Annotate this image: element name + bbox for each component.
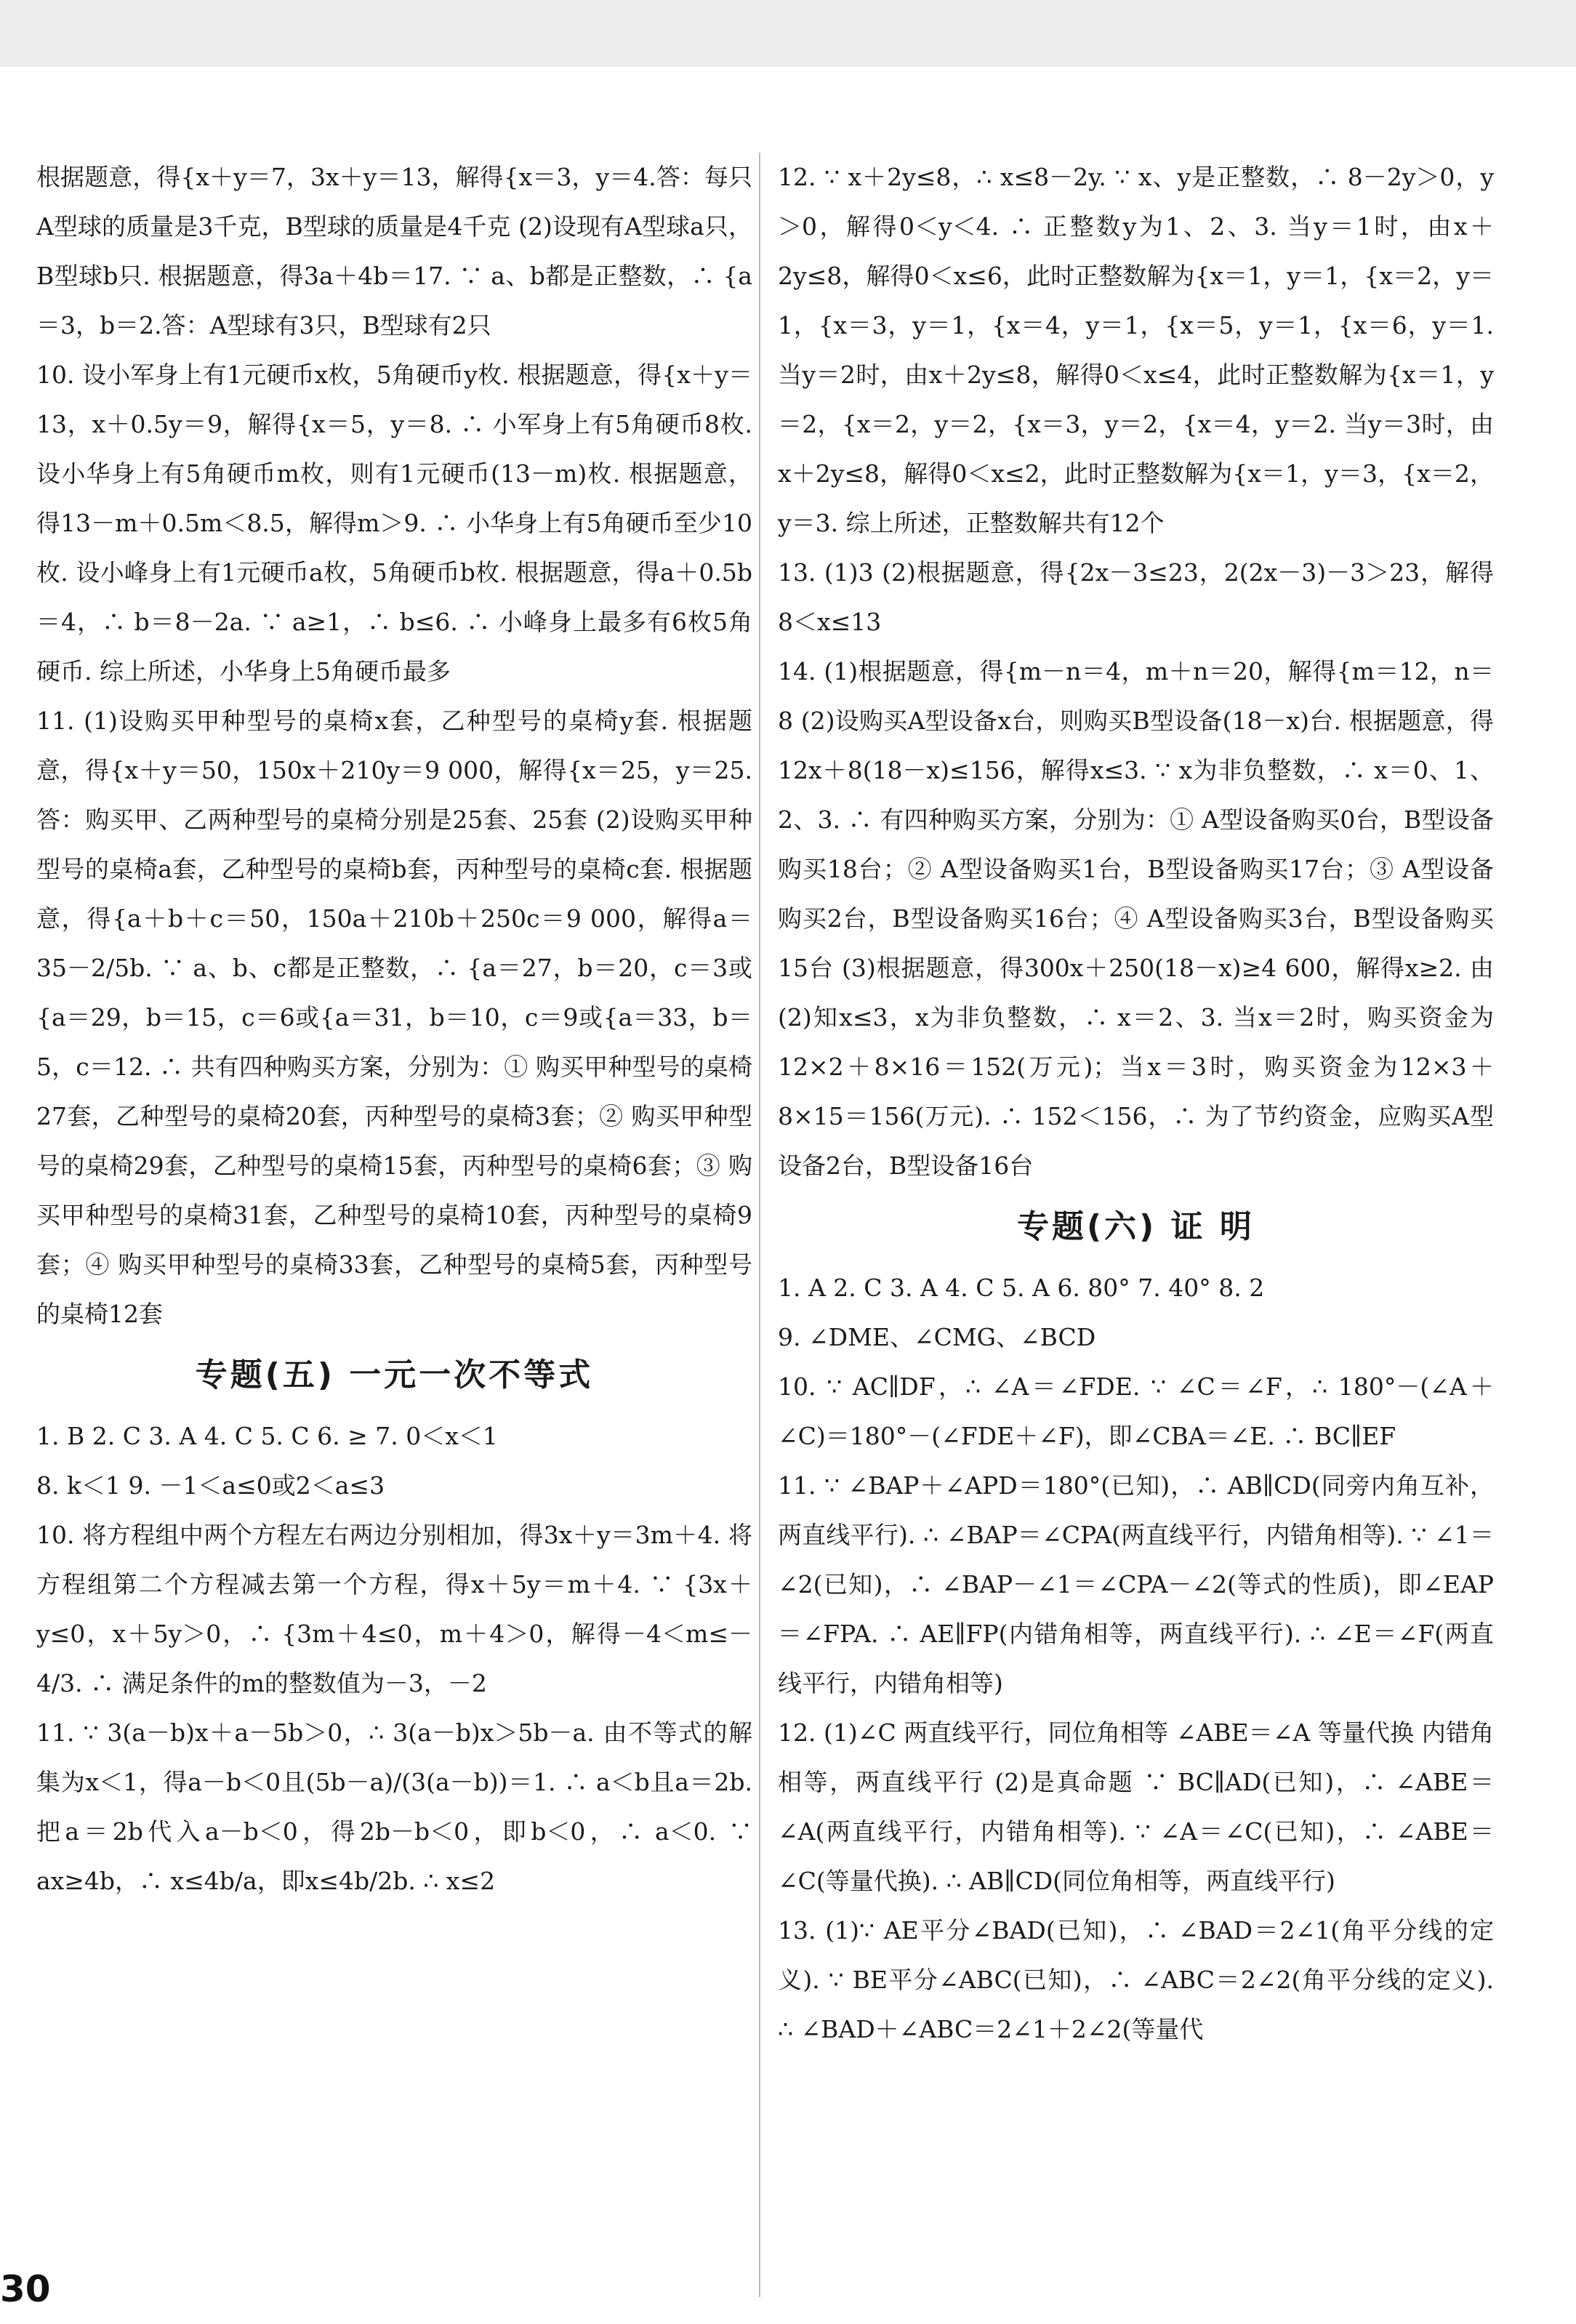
- section-heading-5: 专题(五) 一元一次不等式: [195, 1356, 594, 1394]
- answer-11-section5: 11. ∵ 3(a－b)x＋a－5b＞0，∴ 3(a－b)x＞5b－a. 由不等式的解集为x＜1，得a－b＜0且(5b－a)/(3(a－b))＝1. ∴ a＜b且a＝2b. 把a＝2b代入a－b＜0，得2b－b＜0，即b＜0，∴ a＜0. ∵ ax≥4b，∴ x≤4b/a，即x≤4b/2b. ∴ x≤2: [36, 1718, 752, 1895]
- answers-1-7: 1. B 2. C 3. A 4. C 5. C 6. ≥ 7. 0＜x＜1: [36, 1422, 498, 1450]
- top-shade-band: [0, 0, 1576, 67]
- answer-10: 10. 设小军身上有1元硬币x枚，5角硬币y枚. 根据题意，得{x＋y＝13，x＋0.5y＝9，解得{x＝5，y＝8. ∴ 小军身上有5角硬币8枚. 设小华身上有5角硬币m枚，则有1元硬币(13－m)枚. 根据题意，得13－m＋0.5m＜8.5，解得m＞9. ∴ 小华身上有5角硬币至少10枚. 设小峰身上有1元硬币a枚，5角硬币b枚. 根据题意，得a＋0.5b＝4，∴ b＝8－2a. ∵ a≥1，∴ b≤6. ∴ 小峰身上最多有6枚5角硬币. 综上所述，小华身上5角硬币最多: [36, 361, 752, 685]
- answer-12: 12. ∵ x＋2y≤8，∴ x≤8－2y. ∵ x、y是正整数，∴ 8－2y＞0，y＞0，解得0＜y＜4. ∴ 正整数y为1、2、3. 当y＝1时，由x＋2y≤8，解得0＜x≤6，此时正整数解为{x＝1，y＝1，{x＝2，y＝1，{x＝3，y＝1，{x＝4，y＝1，{x＝5，y＝1，{x＝6，y＝1. 当y＝2时，由x＋2y≤8，解得0＜x≤4，此时正整数解为{x＝1，y＝2，{x＝2，y＝2，{x＝3，y＝2，{x＝4，y＝2. 当y＝3时，由x＋2y≤8，解得0＜x≤2，此时正整数解为{x＝1，y＝3，{x＝2，y＝3. 综上所述，正整数解共有12个: [778, 163, 1494, 537]
- answers-8-9: 8. k＜1 9. －1＜a≤0或2＜a≤3: [36, 1471, 385, 1500]
- answer-9-continued: 根据题意，得{x＋y＝7，3x＋y＝13，解得{x＝3，y＝4.答：每只A型球的质量是3千克，B型球的质量是4千克 (2)设现有A型球a只，B型球b只. 根据题意，得3a＋4b＝17. ∵ a、b都是正整数，∴ {a＝3，b＝2.答：A型球有3只，B型球有2只: [36, 163, 752, 339]
- page-number: 30: [0, 2268, 51, 2310]
- answer-10-section5: 10. 将方程组中两个方程左右两边分别相加，得3x＋y＝3m＋4. 将方程组第二个方程减去第一个方程，得x＋5y＝m＋4. ∵ {3x＋y≤0，x＋5y＞0，∴ {3m＋4≤0，m＋4＞0，解得－4＜m≤－4/3. ∴ 满足条件的m的整数值为－3，－2: [36, 1521, 752, 1697]
- answer-13-section6: 13. (1)∵ AE平分∠BAD(已知)，∴ ∠BAD＝2∠1(角平分线的定义). ∵ BE平分∠ABC(已知)，∴ ∠ABC＝2∠2(角平分线的定义). ∴ ∠BAD＋∠ABC＝2∠1＋2∠2(等量代: [778, 1916, 1494, 2043]
- column-divider: [759, 153, 760, 2297]
- section-heading-6: 专题(六) 证 明: [1017, 1208, 1255, 1245]
- answer-12-section6: 12. (1)∠C 两直线平行，同位角相等 ∠ABE＝∠A 等量代换 内错角相等，两直线平行 (2)是真命题 ∵ BC∥AD(已知)，∴ ∠ABE＝∠A(两直线平行，内错角相等). ∵ ∠A＝∠C(已知)，∴ ∠ABE＝∠C(等量代换). ∴ AB∥CD(同位角相等，两直线平行): [778, 1718, 1494, 1895]
- right-column: [778, 153, 1494, 2054]
- answer-11-section6: 11. ∵ ∠BAP＋∠APD＝180°(已知)，∴ AB∥CD(同旁内角互补，两直线平行). ∴ ∠BAP＝∠CPA(两直线平行，内错角相等). ∵ ∠1＝∠2(已知)，∴ ∠BAP－∠1＝∠CPA－∠2(等式的性质)，即∠EAP＝∠FPA. ∴ AE∥FP(内错角相等，两直线平行). ∴ ∠E＝∠F(两直线平行，内错角相等): [778, 1471, 1494, 1697]
- answer-11: 11. (1)设购买甲种型号的桌椅x套，乙种型号的桌椅y套. 根据题意，得{x＋y＝50，150x＋210y＝9 000，解得{x＝25，y＝25.答：购买甲、乙两种型号的桌椅分别是25套、25套 (2)设购买甲种型号的桌椅a套，乙种型号的桌椅b套，丙种型号的桌椅c套. 根据题意，得{a＋b＋c＝50，150a＋210b＋250c＝9 000，解得a＝35－2/5b. ∵ a、b、c都是正整数，∴ {a＝27，b＝20，c＝3或{a＝29，b＝15，c＝6或{a＝31，b＝10，c＝9或{a＝33，b＝5，c＝12. ∴ 共有四种购买方案，分别为：① 购买甲种型号的桌椅27套，乙种型号的桌椅20套，丙种型号的桌椅3套；② 购买甲种型号的桌椅29套，乙种型号的桌椅15套，丙种型号的桌椅6套；③ 购买甲种型号的桌椅31套，乙种型号的桌椅10套，丙种型号的桌椅9套；④ 购买甲种型号的桌椅33套，乙种型号的桌椅5套，丙种型号的桌椅12套: [36, 707, 752, 1328]
- answer-13: 13. (1)3 (2)根据题意，得{2x－3≤23，2(2x－3)－3＞23，解得8＜x≤13: [778, 558, 1494, 636]
- answer-10-section6: 10. ∵ AC∥DF，∴ ∠A＝∠FDE. ∵ ∠C＝∠F，∴ 180°－(∠A＋∠C)＝180°－(∠FDE＋∠F)，即∠CBA＝∠E. ∴ BC∥EF: [778, 1372, 1494, 1450]
- answer-14: 14. (1)根据题意，得{m－n＝4，m＋n＝20，解得{m＝12，n＝8 (2)设购买A型设备x台，则购买B型设备(18－x)台. 根据题意，得12x＋8(18－x)≤156，解得x≤3. ∵ x为非负整数，∴ x＝0、1、2、3. ∴ 有四种购买方案，分别为：① A型设备购买0台，B型设备购买18台；② A型设备购买1台，B型设备购买17台；③ A型设备购买2台，B型设备购买16台；④ A型设备购买3台，B型设备购买15台 (3)根据题意，得300x＋250(18－x)≥4 600，解得x≥2. 由(2)知x≤3，x为非负整数，∴ x＝2、3. 当x＝2时，购买资金为12×2＋8×16＝152(万元)；当x＝3时，购买资金为12×3＋8×15＝156(万元). ∴ 152＜156，∴ 为了节约资金，应购买A型设备2台，B型设备16台: [778, 657, 1494, 1180]
- answers-1-8-section6: 1. A 2. C 3. A 4. C 5. A 6. 80° 7. 40° 8. 2: [778, 1274, 1265, 1302]
- left-column: [36, 153, 752, 1906]
- answer-9-section6: 9. ∠DME、∠CMG、∠BCD: [778, 1323, 1096, 1351]
